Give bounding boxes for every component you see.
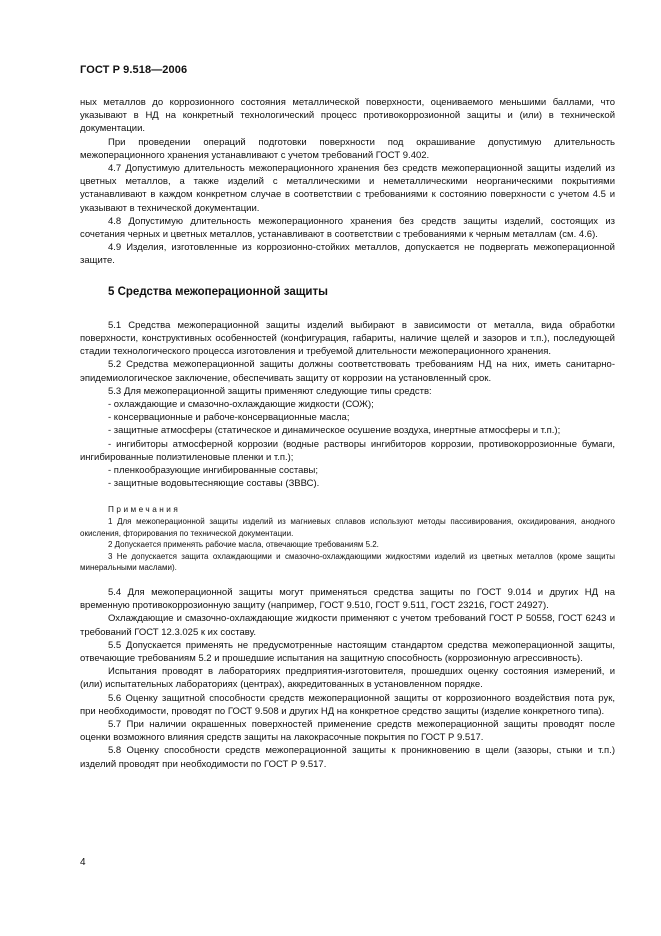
paragraph-5-3: 5.3 Для межоперационной защиты применяют следующие типы средств: [108,385,432,397]
paragraph-5-2: 5.2 Средства межоперационной защиты должны соответствовать требованиям НД на них, иметь санитарно-эпидемиологическое заключение, обеспечивать защиту от коррозии на установленный срок. [80,359,615,384]
notes-block [80,504,615,574]
paragraph: Испытания проводят в лабораториях предприятия-изготовителя, прошедших оценку состояния измерений, и (или) испытательных лабораториях (центрах), аккредитованных в установленном порядке. [80,666,615,691]
page-number: 4 [80,857,86,868]
paragraph-5-8: 5.8 Оценку способности средств межоперационной защиты к проникновению в щели (зазоры, стыки и т.п.) изделий проводят при необходимости по ГОСТ Р 9.517. [80,745,615,770]
paragraph-5-6: 5.6 Оценку защитной способности средств межоперационной защиты от коррозионного воздействия пота рук, при необходимости, проводят по ГОСТ 9.508 и других НД на конкретное средство защиты (изделие конкретного типа). [80,692,615,717]
list-item: - ингибиторы атмосферной коррозии (водные растворы ингибиторов коррозии, противокоррозионные бумаги, ингибированные полиэтиленовые пленки и т.п.); [80,438,615,463]
section-heading: 5 Средства межоперационной защиты [108,285,328,298]
list-item: - защитные водовытесняющие составы (ЗВВС). [108,478,320,490]
list-item: - охлаждающие и смазочно-охлаждающие жидкости (СОЖ); [108,399,374,411]
paragraph-4-8: 4.8 Допустимую длительность межоперационного хранения без средств защиты изделий, состоящих из сочетания черных и цветных металлов, устанавливают в соответствии с требованиями к черным металлам (см. 4.6). [80,215,615,241]
note-item: 1 Для межоперационной защиты изделий из магниевых сплавов используют методы пассивирования, оксидирования, анодного окисления, фторирования по технической документации. [80,517,615,538]
paragraph: Охлаждающие и смазочно-охлаждающие жидкости применяют с учетом требований ГОСТ Р 50558, ГОСТ 6243 и требований ГОСТ 12.3.025 к их составу. [80,613,615,638]
paragraph-4-7: 4.7 Допустимую длительность межоперационного хранения без средств межоперационной защиты изделий из цветных металлов, а также изделий с металлическими и неметаллическими неорганическими покрытиями устанавливают в каждом конкретном случае в соответствии с требованиями к состоянию поверхности с учетом 4.5 и указывают в технической документации. [80,163,615,214]
note-item: 3 Не допускается защита охлаждающими и смазочно-охлаждающими жидкостями изделий из цветных металлов (кроме защиты минеральными маслами). [80,551,615,573]
list-item: - защитные атмосферы (статическое и динамическое осушение воздуха, инертные атмосферы и т.п.); [108,425,561,437]
paragraph-5-5: 5.5 Допускается применять не предусмотренные настоящим стандартом средства межоперационной защиты, отвечающие требованиям 5.2 и прошедшие испытания на защитную способность (коррозионную агрессивность). [80,639,615,665]
document-body [80,96,615,771]
paragraph-5-1: 5.1 Средства межоперационной защиты изделий выбирают в зависимости от металла, вида обработки поверхности, конструктивных особенностей (конфигурация, габариты, наличие щелей и зазоров и т.п.), последующей стадии технологического процесса изготовления и требуемой длительности межоперационного хранения. [80,319,615,358]
paragraph-5-7: 5.7 При наличии окрашенных поверхностей применение средств межоперационной защиты проводят после оценки возможного влияния средств защиты на лакокрасочные покрытия по ГОСТ Р 9.517. [80,719,615,744]
paragraph: При проведении операций подготовки поверхности под окрашивание допустимую длительность межоперационного хранения устанавливают с учетом требований ГОСТ 9.402. [80,136,615,161]
paragraph-4-9: 4.9 Изделия, изготовленные из коррозионно-стойких металлов, допускается не подвергать межоперационной защите. [80,242,615,267]
paragraph: ных металлов до коррозионного состояния металлической поверхности, оцениваемого меньшими баллами, что указывают в НД на конкретный технологический процесс противокоррозионной защиты и (или) в технической документации. [80,97,615,135]
notes-title: Примечания [108,505,181,515]
paragraph-5-4: 5.4 Для межоперационной защиты могут применяться средства защиты по ГОСТ 9.014 и других НД на временную противокоррозионную защиту (например, ГОСТ 9.510, ГОСТ 9.511, ГОСТ 23216, ГОСТ 24927). [80,587,615,612]
list-item: - пленкообразующие ингибированные составы; [108,465,318,477]
standard-header: ГОСТ Р 9.518—2006 [80,64,188,76]
list-item: - консервационные и рабоче-консервационные масла; [108,412,350,424]
note-item: 2 Допускается применять рабочие масла, отвечающие требованиям 5.2. [108,540,379,550]
